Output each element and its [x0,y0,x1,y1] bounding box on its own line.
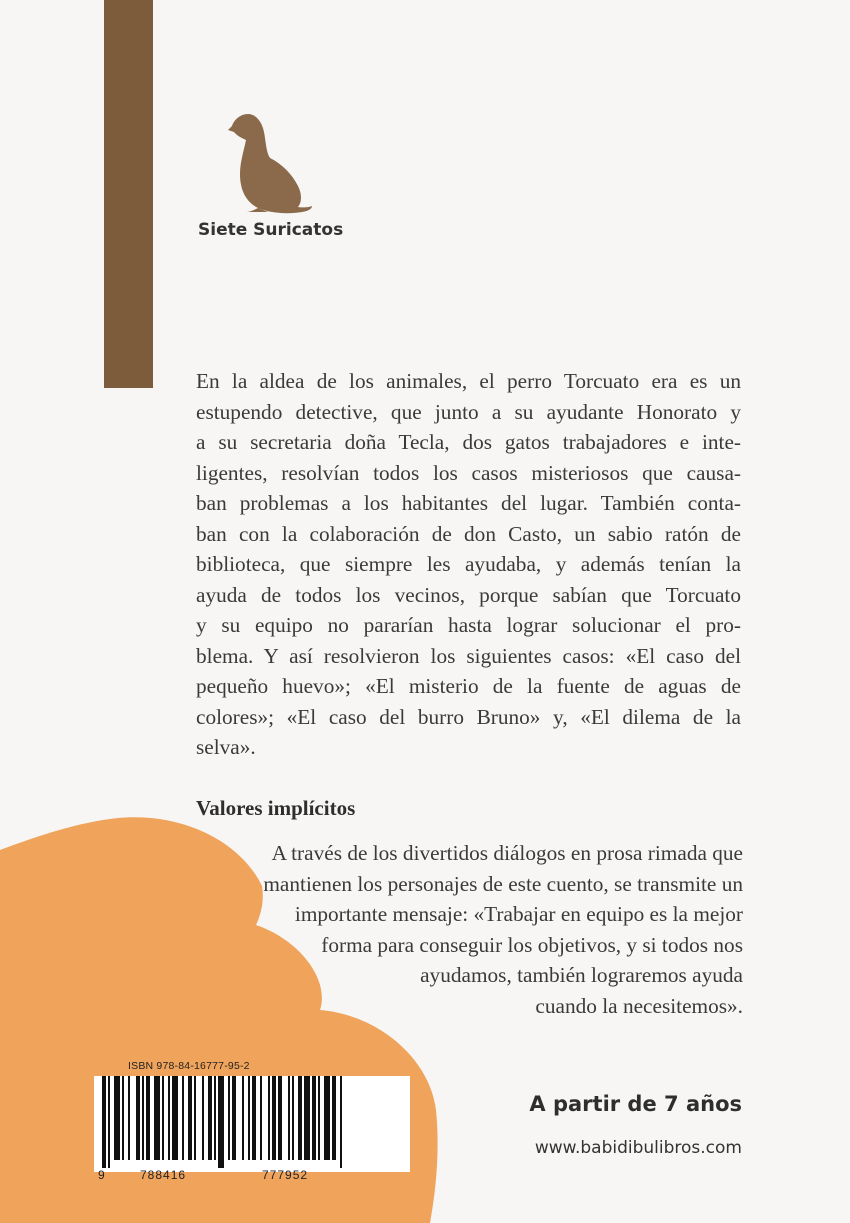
synopsis-line: pequeño huevo»; «El misterio de la fuente de aguas de [196,674,741,698]
barcode-bar [312,1076,316,1160]
barcode-bar [128,1076,130,1160]
values-line: importante mensaje: «Trabajar en equipo es la mejor [294,902,743,926]
barcode-bar [188,1076,192,1160]
values-heading: Valores implícitos [196,796,356,820]
barcode-digits-mid: 788416 [140,1168,187,1182]
synopsis-line: ban con la colaboración de don Casto, un sabio ratón de [196,521,741,546]
website-url[interactable]: www.babidibulibros.com [534,1138,742,1158]
barcode-bar [304,1076,310,1160]
synopsis-line: selva». [196,735,256,759]
barcode-bar [252,1076,256,1160]
barcode-bar [108,1076,110,1168]
barcode-bar [182,1076,184,1160]
barcode-bar [136,1076,140,1160]
barcode-bar [340,1076,342,1168]
values-line: mantienen los personajes de este cuento, se transmite un [263,871,743,896]
barcode-bar [194,1076,196,1160]
barcode-bar [214,1076,216,1160]
synopsis-line: blema. Y así resolvieron los siguientes casos: «El caso del [196,643,741,668]
isbn-label: ISBN 978-84-16777-95-2 [128,1060,250,1072]
synopsis-line: En la aldea de los animales, el perro Torcuato era es un [196,369,741,393]
barcode-bar [298,1076,302,1160]
barcode-bar [232,1076,236,1160]
barcode-bar [162,1076,164,1160]
barcode-bar [218,1076,224,1168]
barcode-bar [288,1076,290,1160]
barcode-bar [154,1076,160,1160]
barcode-bar [318,1076,320,1160]
barcode-bar [260,1076,262,1160]
barcode-bar [102,1076,106,1168]
publisher-name: Siete Suricatos [198,220,344,240]
barcode-bar [146,1076,150,1160]
synopsis-line: ayuda de todos los vecinos, porque sabían que Torcuato [196,582,741,607]
values-line: cuando la necesitemos». [535,993,743,1018]
barcode-bar [168,1076,170,1160]
barcode-bar [272,1076,276,1160]
barcode-bar [208,1076,212,1160]
barcode-bar [242,1076,244,1160]
barcode-bar [142,1076,144,1160]
values-text [183,838,743,1021]
barcode-bar [172,1076,178,1160]
values-line: forma para conseguir los objetivos, y si todos nos [321,932,743,957]
synopsis-line: ligentes, resolvían todos los casos misteriosos que causa- [196,460,741,485]
barcode-bar [278,1076,282,1160]
barcode [94,1076,410,1172]
barcode-digit-left: 9 [98,1168,106,1182]
synopsis-line: ban problemas a los habitantes del lugar. También conta- [196,491,741,515]
values-line: A través de los divertidos diálogos en prosa rimada que [271,841,743,865]
barcode-bar [202,1076,204,1160]
barcode-bar [268,1076,270,1160]
synopsis-line: a su secretaria doña Tecla, dos gatos trabajadores e inte- [196,430,741,454]
synopsis-line: estupendo detective, que junto a su ayudante Honorato y [196,399,741,424]
barcode-bar [332,1076,336,1160]
barcode-bar [248,1076,250,1160]
barcode-bar [292,1076,294,1160]
age-range: A partir de 7 años [529,1092,742,1116]
barcode-bar [122,1076,124,1160]
barcode-bar [114,1076,120,1160]
synopsis-line: biblioteca, que siempre les ayudaba, y además tenían la [196,552,741,576]
barcode-bar [324,1076,330,1160]
synopsis-line: colores»; «El caso del burro Bruno» y, «El dilema de la [196,704,741,729]
values-line: ayudamos, también lograremos ayuda [420,963,743,987]
barcode-bar [228,1076,230,1160]
barcode-digits-right: 777952 [262,1168,309,1182]
synopsis-line: y su equipo no pararían hasta lograr solucionar el pro- [196,613,741,637]
